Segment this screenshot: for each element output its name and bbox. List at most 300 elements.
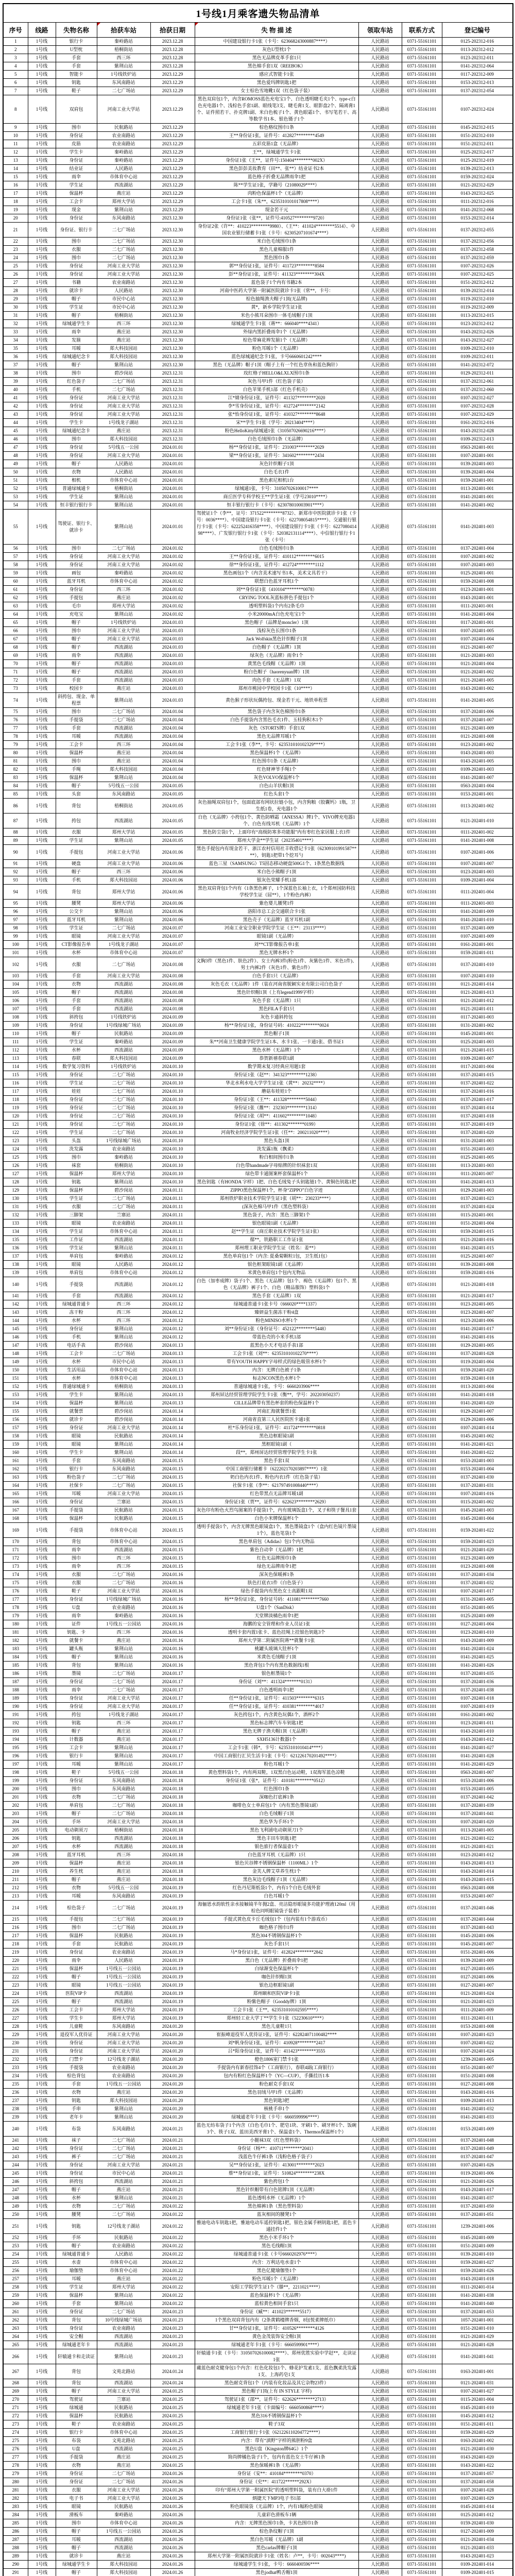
cell-index: 144 — [3, 1317, 28, 1325]
cell-item-name: 身份证 — [56, 452, 97, 460]
cell-description: 简尚牌橘色袋子1个，包内有蓝色女士牛仔裤1条 — [195, 2453, 358, 2462]
table-row — [3, 173, 513, 181]
cell-found-date: 2024.01.14 — [150, 1440, 195, 1449]
cell-line: 1号线 — [28, 1424, 56, 1432]
cell-line: 1号线 — [28, 460, 56, 468]
cell-pickup-station: 人民路站 — [358, 1901, 402, 1916]
cell-index: 127 — [3, 1170, 28, 1178]
cell-line: 1号线 — [28, 885, 56, 900]
cell-contact: 0371-55161101 — [402, 1769, 442, 1777]
cell-item-name: 鞋子 — [56, 1587, 97, 1596]
cell-contact: 0371-55161101 — [402, 980, 442, 989]
cell-contact: 0371-55161101 — [402, 336, 442, 345]
cell-index: 198 — [3, 1769, 28, 1777]
cell-reg-number: 0123-202401-002 — [442, 741, 513, 749]
cell-line: 1号线 — [28, 1662, 56, 1670]
table-row — [3, 1292, 513, 1300]
cell-item-name: 背包 — [56, 1662, 97, 1670]
cell-line: 1号线 — [28, 676, 56, 685]
cell-found-station: 二七广场站 — [97, 1079, 150, 1088]
cell-contact: 0371-55161101 — [402, 386, 442, 394]
cell-reg-number: 0141-202401-013 — [442, 1178, 513, 1187]
cell-found-date: 2024.01.02 — [150, 578, 195, 586]
cell-description: 粉色耳暖1个（无品牌） — [195, 345, 358, 353]
cell-found-date: 2024.01.14 — [150, 1449, 195, 1457]
cell-reg-number: 0141-202401-028 — [442, 1752, 513, 1760]
cell-description: 小腿袜3双（红色塑料袋） — [195, 2137, 358, 2145]
cell-line: 1号线 — [28, 814, 56, 828]
cell-line: 1号线 — [28, 611, 56, 619]
cell-index: 241 — [3, 2137, 28, 2145]
cell-found-station: 碧沙岗站 — [97, 1408, 150, 1416]
cell-item-name: 学生卡 — [56, 148, 97, 157]
cell-contact: 0371-55161101 — [402, 1228, 442, 1236]
cell-contact: 0371-55161101 — [402, 1071, 442, 1079]
cell-reg-number: 0113-202401-002 — [442, 799, 513, 814]
cell-index: 106 — [3, 997, 28, 1005]
cell-index: 107 — [3, 1005, 28, 1013]
cell-item-name: 学生证 — [56, 924, 97, 933]
cell-item-name: 滑板车 — [56, 2511, 97, 2519]
cell-pickup-station: 人民路站 — [358, 181, 402, 190]
cell-description: 蓝色无纺布袋子1个内含（白色毛巾1个、肥皂1块、牙刷1个、刷牙杯1个、饭碗3个、筷子1双、蓝田美西牙膏1个、保温壶1个、Thermos保温杯1个） — [195, 2122, 358, 2137]
table-row — [3, 353, 513, 361]
cell-line: 1号线 — [28, 2445, 56, 2453]
cell-index: 164 — [3, 1482, 28, 1490]
cell-line: 1号线 — [28, 295, 56, 303]
cell-reg-number: 0141-202401-029 — [442, 1760, 513, 1769]
cell-contact: 0371-55161101 — [402, 427, 442, 435]
cell-line: 1号线 — [28, 790, 56, 799]
cell-found-station: 西流湖站 — [97, 652, 150, 660]
table-row — [3, 2211, 513, 2219]
cell-found-date: 2023.12.30 — [150, 238, 195, 246]
cell-pickup-station: 人民路站 — [358, 345, 402, 353]
cell-index: 90 — [3, 845, 28, 860]
cell-found-date: 2024.01.26 — [150, 2470, 195, 2478]
cell-line: 1号线 — [28, 957, 56, 972]
cell-line: 1号线 — [28, 1744, 56, 1752]
table-row — [3, 643, 513, 652]
cell-line: 1号线 — [28, 2495, 56, 2503]
cell-item-name: U盘 — [56, 1604, 97, 1612]
cell-reg-number: 0137-202401-050 — [442, 2202, 513, 2211]
cell-reg-number: 0109-202401-013 — [442, 2097, 513, 2105]
cell-reg-number: 0121-202401-017 — [442, 1292, 513, 1300]
cell-index: 80 — [3, 749, 28, 757]
cell-found-date: 2024.01.15 — [150, 1473, 195, 1482]
cell-pickup-station: 人民路站 — [358, 320, 402, 328]
cell-index: 27 — [3, 279, 28, 287]
cell-line: 1号线 — [28, 402, 56, 411]
cell-index: 167 — [3, 1506, 28, 1515]
cell-found-date: 2024.01.10 — [150, 1079, 195, 1088]
cell-reg-number: 0153-202401-004 — [442, 1465, 513, 1473]
cell-contact: 0371-55161101 — [402, 501, 442, 510]
cell-index: 40 — [3, 386, 28, 394]
cell-contact: 0371-55161101 — [402, 643, 442, 652]
cell-found-date: 2024.01.10 — [150, 1063, 195, 1071]
cell-found-date: 2024.01.26 — [150, 2569, 195, 2576]
cell-found-station: 市体育中心站 — [97, 2429, 150, 2437]
cell-reg-number: 0111-202401-004 — [442, 885, 513, 900]
cell-pickup-station: 人民路站 — [358, 477, 402, 485]
cell-index: 34 — [3, 336, 28, 345]
cell-contact: 0371-55161101 — [402, 1030, 442, 1038]
cell-pickup-station: 人民路站 — [358, 1358, 402, 1366]
cell-found-date: 2024.01.08 — [150, 980, 195, 989]
cell-item-name: 手提包 — [56, 1916, 97, 1924]
cell-reg-number: 0123-202312-011 — [442, 54, 513, 62]
cell-contact: 0371-55161101 — [402, 1416, 442, 1424]
cell-reg-number: 0121-202401-016 — [442, 1236, 513, 1244]
cell-line: 1号线 — [28, 312, 56, 320]
cell-line: 1号线 — [28, 1063, 56, 1071]
cell-line: 1号线 — [28, 545, 56, 553]
cell-reg-number: 0143-202401-017 — [442, 2186, 513, 2194]
cell-line: 1号线 — [28, 1269, 56, 1277]
cell-found-station: 燕庄站 — [97, 427, 150, 435]
cell-found-station: 市民中心站 — [97, 2170, 150, 2178]
cell-pickup-station: 人民路站 — [358, 1187, 402, 1195]
cell-index: 2 — [3, 46, 28, 54]
table-row — [3, 312, 513, 320]
cell-line: 1号线 — [28, 1678, 56, 1686]
cell-item-name: 水壶 — [56, 2259, 97, 2267]
cell-line: 1号线 — [28, 1686, 56, 1694]
cell-found-date: 2024.01.11 — [150, 1219, 195, 1228]
cell-index: 143 — [3, 1309, 28, 1317]
cell-found-station: 郑州大学站 — [97, 885, 150, 900]
cell-line: 1号线 — [28, 2259, 56, 2267]
cell-found-station: 二七广场站 — [97, 708, 150, 716]
table-row — [3, 262, 513, 270]
cell-found-date: 2024.01.05 — [150, 814, 195, 828]
table-row — [3, 2429, 513, 2437]
cell-index: 17 — [3, 190, 28, 198]
cell-pickup-station: 人民路站 — [358, 1727, 402, 1736]
cell-pickup-station: 人民路站 — [358, 2242, 402, 2250]
cell-line: 1号线 — [28, 2145, 56, 2153]
cell-contact: 0371-55161101 — [402, 578, 442, 586]
cell-pickup-station: 人民路站 — [358, 2569, 402, 2576]
cell-index: 119 — [3, 1104, 28, 1112]
cell-description: 黑色无牌子渔夫帽1顶（无品牌） — [195, 1727, 358, 1736]
cell-reg-number: 0107-202401-016 — [442, 1490, 513, 1498]
cell-found-date: 2024.01.20 — [150, 2023, 195, 2031]
cell-reg-number: 0141-202401-004 — [442, 611, 513, 619]
cell-pickup-station: 人民路站 — [358, 1703, 402, 1711]
cell-found-station: 1号线龙子湖站 — [97, 941, 150, 949]
cell-found-date: 2024.01.04 — [150, 716, 195, 724]
cell-pickup-station: 人民路站 — [358, 2437, 402, 2445]
cell-reg-number: 0121-202401-014 — [442, 980, 513, 989]
cell-found-date: 2023.12.29 — [150, 173, 195, 181]
cell-description: 张*怡身份证1张，证件号：410327********8648 — [195, 411, 358, 419]
cell-description: 任**身份证1张，证件号：410381********4017 — [195, 1703, 358, 1711]
cell-contact: 0371-55161101 — [402, 1515, 442, 1523]
cell-found-station: 河南工业大学站 — [97, 627, 150, 635]
cell-description: 黑色毛线帽1顶 — [195, 2242, 358, 2250]
cell-index: 58 — [3, 561, 28, 569]
cell-reg-number: 0151-202401-006 — [442, 1948, 513, 1957]
cell-pickup-station: 人民路站 — [358, 1965, 402, 1973]
cell-index: 184 — [3, 1653, 28, 1662]
cell-found-date: 2024.01.14 — [150, 1432, 195, 1440]
cell-pickup-station: 人民路站 — [358, 1333, 402, 1342]
cell-pickup-station: 人民路站 — [358, 460, 402, 468]
cell-item-name: 帽子 — [56, 1810, 97, 1818]
cell-found-station: 市体育中心站 — [97, 2519, 150, 2528]
cell-item-name: 身份证 — [56, 553, 97, 561]
cell-line: 1号线 — [28, 2122, 56, 2137]
cell-item-name: 保温杯 — [56, 1859, 97, 1868]
cell-found-date: 2024.01.22 — [150, 2250, 195, 2259]
cell-line: 1号线 — [28, 2308, 56, 2316]
table-row — [3, 1744, 513, 1752]
cell-reg-number: 0107-202401-017 — [442, 1587, 513, 1596]
cell-found-station: 紫荆山站 — [97, 1449, 150, 1457]
cell-found-station: 东风南路站 — [97, 2023, 150, 2031]
cell-index: 252 — [3, 2234, 28, 2242]
cell-found-date: 2023.12.31 — [150, 394, 195, 402]
cell-index: 113 — [3, 1055, 28, 1063]
cell-index: 281 — [3, 2486, 28, 2495]
cell-description: 绿灰色（无品牌）雨伞1个 — [195, 652, 358, 660]
cell-description: 蓝色绿城通纪念卡1张，卡号6660601242**** — [195, 353, 358, 361]
cell-pickup-station: 人民路站 — [358, 419, 402, 427]
cell-index: 258 — [3, 2283, 28, 2292]
cell-description: 黑色316不锈钢保温杯1个 — [195, 2412, 358, 2420]
cell-item-name: 眼镜 — [56, 1261, 97, 1269]
cell-pickup-station: 人民路站 — [358, 279, 402, 287]
cell-reg-number: 0119-202312-009 — [442, 303, 513, 312]
cell-pickup-station: 人民路站 — [358, 611, 402, 619]
table-row — [3, 2396, 513, 2404]
cell-reg-number: 0143-202401-012 — [442, 1736, 513, 1744]
cell-line: 1号线 — [28, 1178, 56, 1187]
table-row — [3, 1711, 513, 1719]
cell-reg-number: 0137-202401-049 — [442, 2145, 513, 2153]
cell-description: 黑色单肩包1个（内含: 夏桑菊颗粒1包，卫生纸1包） — [195, 1252, 358, 1261]
table-row — [3, 54, 513, 62]
cell-pickup-station: 人民路站 — [358, 2267, 402, 2275]
cell-description: 刘**CT影像报告单1张 — [195, 941, 358, 949]
cell-found-station: 燕庄站 — [97, 2462, 150, 2470]
cell-found-station: 紫荆山站 — [97, 1662, 150, 1670]
cell-index: 243 — [3, 2153, 28, 2161]
cell-found-date: 2024.01.21 — [150, 2137, 195, 2145]
cell-item-name: 学生证 — [56, 1129, 97, 1137]
cell-found-date: 2024.01.02 — [150, 561, 195, 569]
table-row — [3, 949, 513, 957]
cell-line: 1号线 — [28, 1071, 56, 1079]
cell-pickup-station: 人民路站 — [358, 668, 402, 676]
cell-line: 1号线 — [28, 369, 56, 378]
cell-reg-number: 0137-202401-007 — [442, 716, 513, 724]
cell-found-station: 紫荆山站 — [97, 2349, 150, 2364]
cell-index: 117 — [3, 1088, 28, 1096]
cell-found-station: 燕庄站 — [97, 685, 150, 693]
cell-found-station: 1号线绿城广场站 — [97, 1596, 150, 1604]
cell-pickup-station: 人民路站 — [358, 303, 402, 312]
cell-pickup-station: 人民路站 — [358, 140, 402, 148]
cell-line: 1号线 — [28, 223, 56, 238]
cell-found-station: 二七广场站 — [97, 246, 150, 254]
cell-index: 105 — [3, 989, 28, 997]
cell-found-date: 2024.01.22 — [150, 2202, 195, 2211]
table-row — [3, 1851, 513, 1859]
cell-item-name: 帽子 — [56, 1030, 97, 1038]
cell-line: 1号线 — [28, 619, 56, 627]
cell-contact: 0371-55161101 — [402, 2137, 442, 2145]
cell-found-date: 2024.01.06 — [150, 916, 195, 924]
cell-description: (深灰色棉马甲1件（黑色塑料袋） — [195, 1203, 358, 1211]
cell-line: 1号线 — [28, 1703, 56, 1711]
cell-reg-number: 0117-202401-004 — [442, 1063, 513, 1071]
cell-reg-number: 0109-202312-011 — [442, 353, 513, 361]
cell-contact: 0371-55161101 — [402, 2047, 442, 2056]
cell-found-station: 市体育中心站 — [97, 2259, 150, 2267]
cell-pickup-station: 人民路站 — [358, 1432, 402, 1440]
cell-index: 147 — [3, 1342, 28, 1350]
cell-found-date: 2024.01.06 — [150, 845, 195, 860]
cell-reg-number: 0145-202401-007 — [442, 1940, 513, 1948]
cell-description: 黑白色耳暖（无品牌）1副 — [195, 2536, 358, 2544]
cell-item-name: 手机 — [56, 876, 97, 885]
cell-found-station: 市民中心站 — [97, 303, 150, 312]
cell-found-date: 2024.01.19 — [150, 1884, 195, 1892]
cell-description: 洗发露1瓶（飘柔） — [195, 1145, 358, 1154]
cell-item-name: 耳暖 — [56, 1760, 97, 1769]
cell-reg-number: 0107-202401-028 — [442, 2486, 513, 2495]
cell-pickup-station: 人民路站 — [358, 1932, 402, 1940]
cell-reg-number: 0107-202401-006 — [442, 845, 513, 860]
cell-reg-number: 0129-202401-007 — [442, 1408, 513, 1416]
cell-index: 232 — [3, 2056, 28, 2064]
cell-contact: 0371-55161101 — [402, 1973, 442, 1981]
cell-description: 河南工业安全职业学院学生证（王**：23113****） — [195, 924, 358, 933]
cell-pickup-station: 人民路站 — [358, 1769, 402, 1777]
cell-index: 262 — [3, 2316, 28, 2325]
cell-contact: 0371-55161101 — [402, 1884, 442, 1892]
cell-item-name: 围巾 — [56, 1924, 97, 1932]
cell-description: 恒丰银行银行卡（卡号：623078010003901****） — [195, 501, 358, 510]
cell-reg-number: 0143-202401-018 — [442, 2275, 513, 2283]
cell-line: 1号线 — [28, 1892, 56, 1901]
table-row — [3, 693, 513, 708]
cell-reg-number: 0137-202401-044 — [442, 1916, 513, 1924]
cell-index: 150 — [3, 1366, 28, 1375]
cell-contact: 0371-55161101 — [402, 279, 442, 287]
cell-found-date: 2024.01.18 — [150, 1769, 195, 1777]
cell-contact: 0371-55161101 — [402, 444, 442, 452]
cell-found-station: 秦岭路站 — [97, 2511, 150, 2519]
cell-contact: 0371-55161101 — [402, 198, 442, 206]
cell-reg-number: 0123-202401-012 — [442, 1851, 513, 1859]
cell-line: 1号线 — [28, 1719, 56, 1727]
cell-found-station: 二七广场站 — [97, 254, 150, 262]
cell-found-date: 2024.01.21 — [150, 2194, 195, 2202]
table-row — [3, 246, 513, 254]
cell-item-name: 水杯 — [56, 1046, 97, 1055]
cell-description: 白色毛绒围巾1条 — [195, 545, 358, 553]
cell-found-date: 2024.01.01 — [150, 493, 195, 501]
cell-found-station: 西三环 — [97, 868, 150, 876]
table-row — [3, 345, 513, 353]
cell-found-date: 2024.01.25 — [150, 2412, 195, 2420]
cell-description: 金芙人牌艾草养生枕1个 — [195, 1868, 358, 1876]
cell-description: 蓝色保温杯1个（无品牌） — [195, 2292, 358, 2300]
cell-pickup-station: 人民路站 — [358, 578, 402, 586]
cell-line: 1号线 — [28, 561, 56, 569]
cell-index: 259 — [3, 2292, 28, 2300]
cell-item-name: 娃娃 — [56, 1088, 97, 1096]
cell-item-name: 罐头瓶 — [56, 1645, 97, 1653]
table-row — [3, 1490, 513, 1498]
cell-pickup-station: 人民路站 — [358, 214, 402, 223]
cell-reg-number: 0159-202312-024 — [442, 173, 513, 181]
cell-contact: 0371-55161101 — [402, 95, 442, 124]
cell-found-station: 10号线绿城广场站 — [97, 2316, 150, 2325]
table-row — [3, 1810, 513, 1818]
cell-reg-number: 0159-202401-018 — [442, 1375, 513, 1383]
cell-found-station: 河南工业大学站 — [97, 394, 150, 402]
cell-reg-number: 0107-202401-024 — [442, 2047, 513, 2056]
cell-index: 101 — [3, 949, 28, 957]
cell-found-station: 紫荆山站 — [97, 2113, 150, 2122]
cell-index: 154 — [3, 1399, 28, 1408]
cell-line: 1号线 — [28, 2072, 56, 2080]
table-row — [3, 2308, 513, 2316]
cell-line: 1号线 — [28, 2039, 56, 2047]
cell-found-station: 人民路站 — [97, 165, 150, 173]
cell-line: 1号线 — [28, 1465, 56, 1473]
cell-pickup-station: 人民路站 — [358, 1515, 402, 1523]
cell-found-date: 2024.01.16 — [150, 1637, 195, 1645]
cell-contact: 0371-55161101 — [402, 54, 442, 62]
table-row — [3, 452, 513, 460]
cell-contact: 0371-55161101 — [402, 1104, 442, 1112]
table-row — [3, 223, 513, 238]
cell-index: 271 — [3, 2404, 28, 2412]
cell-index: 134 — [3, 1228, 28, 1236]
cell-found-station: 碧沙岗站 — [97, 369, 150, 378]
cell-contact: 0371-55161101 — [402, 2234, 442, 2242]
cell-line: 1号线 — [28, 908, 56, 916]
cell-reg-number: 0137-202401-048 — [442, 2137, 513, 2145]
cell-pickup-station: 人民路站 — [358, 2006, 402, 2014]
cell-found-date: 2024.01.03 — [150, 693, 195, 708]
cell-index: 157 — [3, 1424, 28, 1432]
cell-item-name: 帽子 — [56, 312, 97, 320]
cell-pickup-station: 人民路站 — [358, 1277, 402, 1292]
cell-index: 36 — [3, 353, 28, 361]
cell-contact: 0371-55161101 — [402, 586, 442, 594]
cell-pickup-station: 人民路站 — [358, 369, 402, 378]
cell-reg-number: 0141-202401-005 — [442, 693, 513, 708]
cell-found-station: 河南工业大学站 — [97, 270, 150, 279]
cell-index: 146 — [3, 1333, 28, 1342]
cell-pickup-station: 人民路站 — [358, 1121, 402, 1129]
cell-description: 天堂牌淡橘色雨伞1把 — [195, 1612, 358, 1620]
cell-pickup-station: 人民路站 — [358, 1826, 402, 1835]
cell-contact: 0371-55161101 — [402, 652, 442, 660]
cell-line: 1号线 — [28, 2503, 56, 2511]
cell-pickup-station: 人民路站 — [358, 2234, 402, 2242]
cell-index: 47 — [3, 444, 28, 452]
cell-found-station: 民航路站 — [97, 1506, 150, 1515]
